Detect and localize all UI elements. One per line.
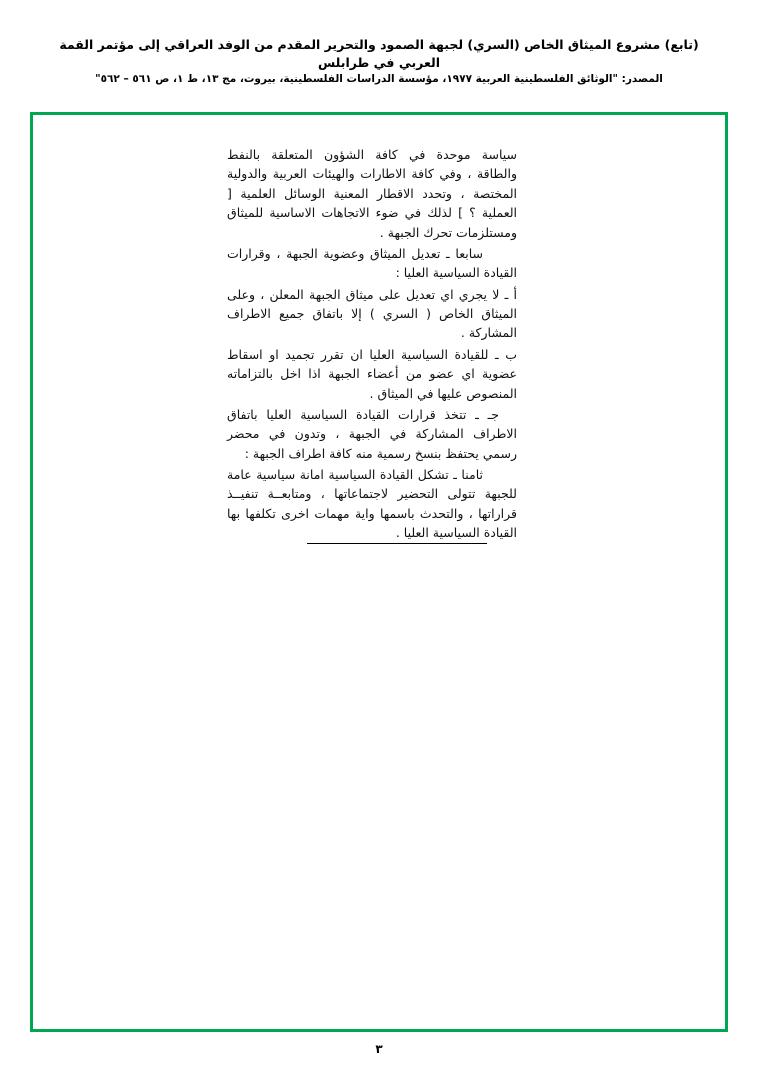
- page-number: ٣: [375, 1042, 383, 1056]
- paragraph-5: جـ ـ تتخذ قرارات القيادة السياسية العليا باتفاق الاطراف المشاركة في الجبهة ، وتدون في محضر رسمي يحتفظ بنسخ رسمية منه كافة اطراف الجبهة :: [227, 406, 517, 461]
- paragraph-2: سابعا ـ تعديل الميثاق وعضوية الجبهة ، وقرارات القيادة السياسية العليا :: [227, 245, 517, 281]
- paragraph-6: ثامنا ـ تشكل القيادة السياسية امانة سياسية عامة للجبهة تتولى التحضير لاجتماعاتها ، ومتابعــة تنفيــذ قراراتها ، والتحدث باسمها واية مهمات اخرى تكلفها بها القيادة السياسية العليا .: [227, 467, 517, 541]
- document-body: [227, 145, 517, 545]
- document-content-frame: [30, 112, 728, 1032]
- paragraph-3: أ ـ لا يجري اي تعديل على ميثاق الجبهة المعلن ، وعلى الميثاق الخاص ( السري ) إلا باتفاق جميع الاطراف المشاركة .: [227, 286, 517, 341]
- horizontal-divider: [307, 543, 487, 544]
- paragraph-4: ب ـ للقيادة السياسية العليا ان تقرر تجميد او اسقاط عضوية اي عضو من أعضاء الجبهة اذا اخل بالتزاماته المنصوص عليها في الميثاق .: [227, 346, 517, 401]
- document-source-line: المصدر: "الوثائق الفلسطينية العربية ١٩٧٧، مؤسسة الدراسات الفلسطينية، بيروت، مج ١٣، ط ١، ص ٥٦١ – ٥٦٢": [95, 73, 663, 85]
- document-title: (تابع) مشروع الميثاق الخاص (السري) لجبهة الصمود والتحرير المقدم من الوفد العراقي إلى مؤتمر القمة العربي في طرابلس: [59, 37, 699, 70]
- paragraph-1: سياسة موحدة في كافة الشؤون المتعلقة بالنفط والطاقة ، وفي كافة الاطارات والهيئات العربية والدولية المختصة ، وتحدد الاقطار المعنية الوسائل العلمية [ العملية ؟ ] لذلك في ضوء الاتجاهات الاساسية للميثاق ومستلزمات تحرك الجبهة .: [227, 147, 517, 240]
